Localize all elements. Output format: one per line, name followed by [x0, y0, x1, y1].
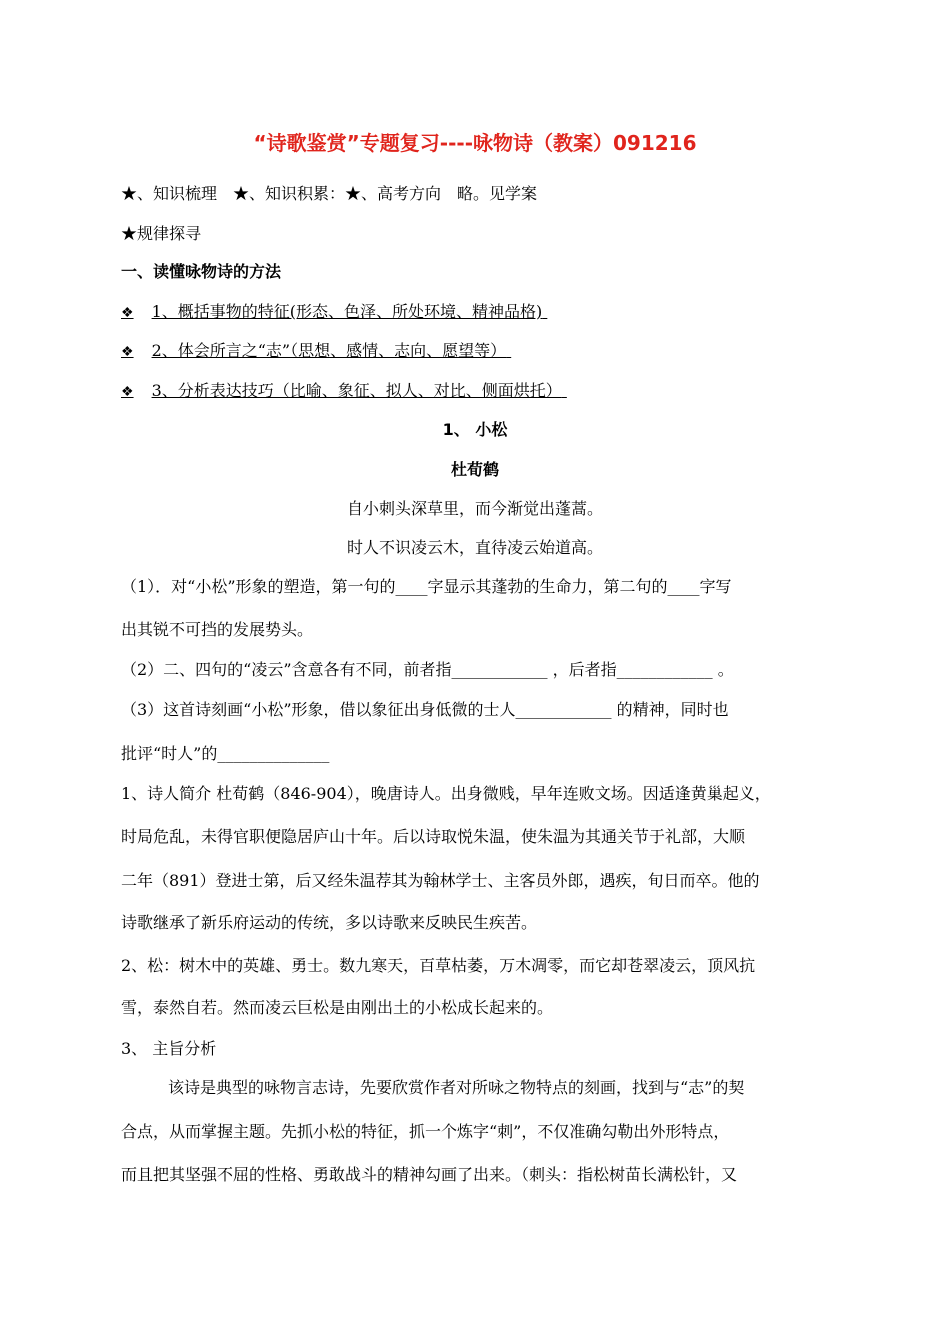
bullet-icon: ❖ [121, 305, 134, 321]
question-line: （3）这首诗刻画“小松”形象，借以象征出身低微的士人____________ 的精神，同时也 [121, 700, 729, 719]
intro-line: ★、知识梳理 ★、知识积累：★、高考方向 略。见学案 [121, 184, 538, 203]
note-line: 雪，泰然自若。然而凌云巨松是由刚出土的小松成长起来的。 [121, 998, 554, 1017]
bullet-icon: ❖ [121, 344, 134, 360]
analysis-line: 合点，从而掌握主题。先抓小松的特征，抓一个炼字“刺”，不仅准确勾勒出外形特点， [121, 1122, 730, 1141]
method-text: 1、概括事物的特征(形态、色泽、所处环境、精神品格) [151, 302, 543, 321]
question-line: （2）二、四句的“凌云”含意各有不同，前者指____________ ，后者指____________ 。 [121, 660, 734, 679]
poem-title: 1、 小松 [442, 420, 508, 439]
method-heading: 一、读懂咏物诗的方法 [121, 262, 282, 281]
poem-line: 时人不识凌云木，直待凌云始道高。 [346, 538, 603, 557]
rule-heading: ★规律探寻 [121, 224, 202, 243]
note-line: 时局危乱，未得官职便隐居庐山十年。后以诗取悦朱温，使朱温为其通关节于礼部，大顺 [121, 827, 746, 846]
method-item [121, 302, 547, 323]
question-line: 出其锐不可挡的发展势头。 [121, 620, 314, 639]
question-line: 批评“时人”的______________ [121, 744, 330, 763]
method-item [121, 341, 511, 362]
poem-line: 自小刺头深草里，而今渐觉出蓬蒿。 [346, 499, 603, 518]
analysis-line: 而且把其坚强不屈的性格、勇敢战斗的精神勾画了出来。（刺头：指松树苗长满松针，又 [121, 1165, 738, 1184]
note-line: 2、松：树木中的英雄、勇士。数九寒天，百草枯萎，万木凋零，而它却苍翠凌云，顶风抗 [121, 956, 756, 975]
note-line: 1、诗人简介 杜荀鹤（846-904），晚唐诗人。出身微贱，早年连败文场。因适逢黄巢起义， [121, 784, 771, 803]
question-line: （1）．对“小松”形象的塑造，第一句的____字显示其蓬勃的生命力，第二句的____字写 [121, 577, 732, 596]
method-text: 3、分析表达技巧（比喻、象征、拟人、对比、侧面烘托） [151, 381, 562, 400]
analysis-line: 该诗是典型的咏物言志诗，先要欣赏作者对所咏之物特点的刻画，找到与“志”的契 [168, 1078, 745, 1097]
note-line: 二年（891）登进士第，后又经朱温荐其为翰林学士、主客员外郎，遇疾，旬日而卒。他的 [121, 871, 760, 890]
bullet-icon: ❖ [121, 384, 134, 400]
page-title: “诗歌鉴赏”专题复习----咏物诗（教案）091216 [253, 131, 697, 155]
method-item [121, 381, 567, 402]
note-line: 诗歌继承了新乐府运动的传统，多以诗歌来反映民生疾苦。 [121, 913, 538, 932]
method-text: 2、体会所言之“志”（思想、感情、志向、愿望等） [151, 341, 507, 360]
poem-author: 杜荀鹤 [450, 460, 499, 479]
section-heading: 3、 主旨分析 [121, 1039, 217, 1058]
